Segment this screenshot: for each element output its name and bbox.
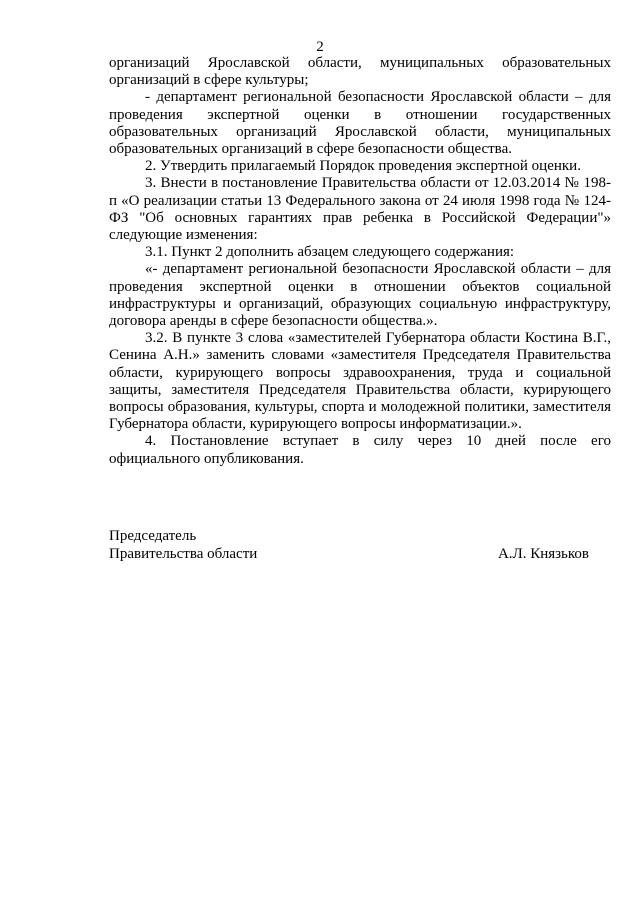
signature-row [109, 545, 589, 563]
signatory-title-line2: Правительства области [109, 546, 258, 562]
paragraph-item-3-1-quote: «- департамент региональной безопасности Ярославской области – для проведения экспертной оценки в отношении объектов социальной инфраструктуры и организаций, образующих социальную инфраструктуру, договора аренды в сфере безопасности общества.». [109, 261, 611, 330]
document-body [109, 55, 611, 468]
signatory-name: А.Л. Князьков [497, 546, 589, 562]
page-number: 2 [316, 39, 324, 55]
paragraph-item-3-1: 3.1. Пункт 2 дополнить абзацем следующего содержания: [145, 244, 515, 261]
paragraph-item-3-2: 3.2. В пункте 3 слова «заместителей Губернатора области Костина В.Г., Сенина А.Н.» заменить словами «заместителя Председателя Правительства области, курирующего вопросы здравоохранения, труда и социальной защиты, заместителя Председателя Правительства области, курирующего вопросы образования, культуры, спорта и молодежной политики, заместителя Губернатора области, курирующего вопросы информатизации.». [109, 330, 611, 433]
signatory-title-line1: Председатель [109, 528, 197, 544]
signature-block [109, 527, 589, 563]
paragraph-item-2: 2. Утвердить прилагаемый Порядок проведения экспертной оценки. [145, 158, 581, 175]
paragraph-continuation: организаций Ярославской области, муниципальных образовательных организаций в сфере культуры; [109, 55, 611, 89]
paragraph-security-department: - департамент региональной безопасности Ярославской области – для проведения экспертной оценки в отношении государственных образовательных организаций Ярославской области, муниципальных образовательных организаций в сфере безопасности общества. [109, 89, 611, 158]
paragraph-item-3: 3. Внести в постановление Правительства области от 12.03.2014 № 198-п «О реализации статьи 13 Федерального закона от 24 июля 1998 года № 124-ФЗ "Об основных гарантиях прав ребенка в Российской Федерации"» следующие изменения: [109, 175, 611, 244]
paragraph-item-4: 4. Постановление вступает в силу через 10 дней после его официального опубликования. [109, 433, 611, 467]
